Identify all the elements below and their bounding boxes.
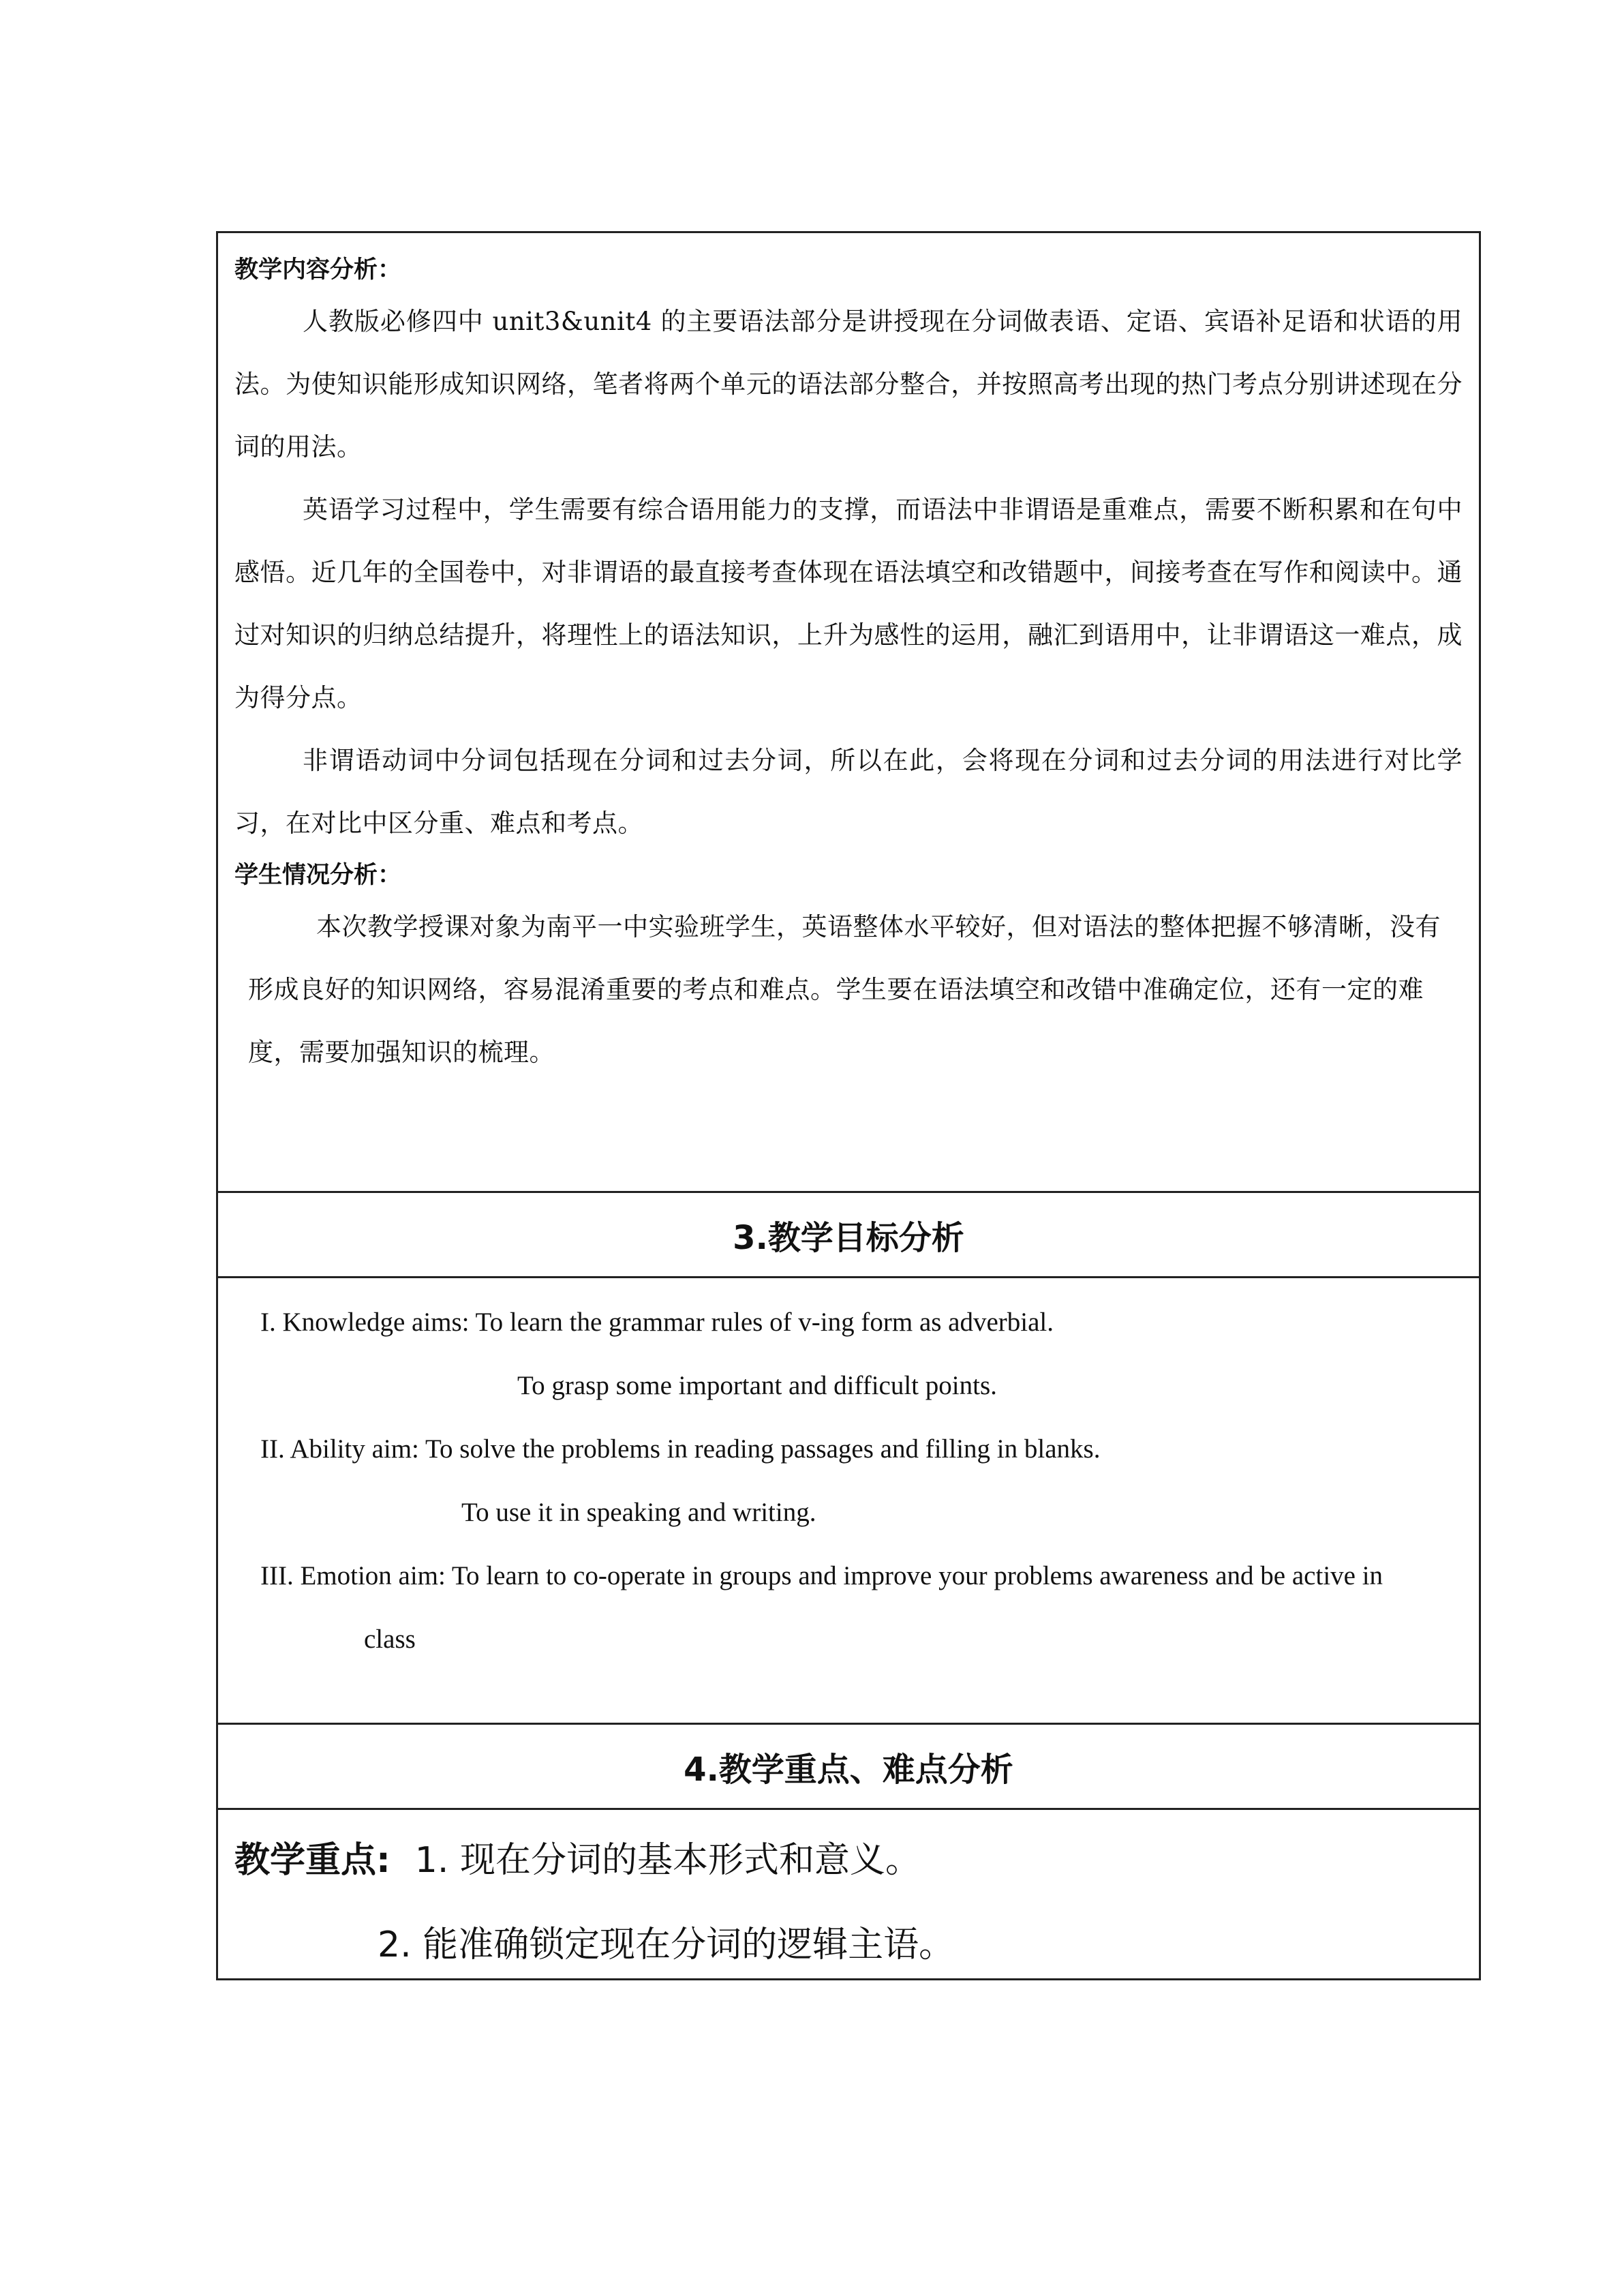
student-paragraph: 本次教学授课对象为南平一中实验班学生，英语整体水平较好，但对语法的整体把握不够清晰，没有形成良好的知识网络，容易混淆重要的考点和难点。学生要在语法填空和改错中准确定位，还有一定的难度，需要加强知识的梳理。 [248, 912, 1441, 1067]
content-paragraph-2: 英语学习过程中，学生需要有综合语用能力的支撑，而语法中非谓语是重难点，需要不断积累和在句中感悟。近几年的全国卷中，对非谓语的最直接考查体现在语法填空和改错题中，间接考查在写作和阅读中。通过对知识的归纳总结提升，将理性上的语法知识，上升为感性的运用，融汇到语用中，让非谓语这一难点，成为得分点。 [234, 495, 1463, 712]
aim-knowledge: I. Knowledge aims: To learn the grammar rules of v-ing form as adverbial. [260, 1308, 1054, 1337]
key-points-label: 教学重点: [234, 1840, 391, 1881]
key-point-1: 1. 现在分词的基本形式和意义。 [414, 1840, 921, 1881]
key-point-line-2 [234, 1903, 1463, 1987]
key-point-2: 2. 能准确锁定现在分词的逻辑主语。 [378, 1924, 955, 1965]
student-analysis-heading: 学生情况分析： [234, 862, 402, 889]
aim-emotion-continued: class [364, 1625, 416, 1654]
content-analysis-heading: 教学内容分析： [234, 256, 402, 284]
section4-title: 4.教学重点、难点分析 [684, 1750, 1013, 1789]
aim-knowledge-continued: To grasp some important and difficult points. [517, 1371, 997, 1400]
lesson-plan-table [216, 231, 1481, 1980]
aim-emotion: III. Emotion aim: To learn to co-operate in groups and improve your problems awareness and be active in [260, 1561, 1383, 1590]
aim-ability: II. Ability aim: To solve the problems in reading passages and filling in blanks. [260, 1434, 1101, 1464]
aim-ability-continued: To use it in speaking and writing. [461, 1498, 816, 1527]
aims-cell [218, 1276, 1479, 1723]
key-points-cell [218, 1808, 1479, 1978]
content-paragraph-1: 人教版必修四中 unit3&unit4 的主要语法部分是讲授现在分词做表语、定语、宾语补足语和状语的用法。为使知识能形成知识网络，笔者将两个单元的语法部分整合，并按照高考出现的热门考点分别讲述现在分词的用法。 [234, 307, 1463, 462]
section3-title-row [218, 1191, 1479, 1276]
section4-title-row [218, 1723, 1479, 1808]
section3-title: 3.教学目标分析 [733, 1218, 964, 1257]
content-paragraph-3: 非谓语动词中分词包括现在分词和过去分词，所以在此，会将现在分词和过去分词的用法进行对比学习，在对比中区分重、难点和考点。 [234, 746, 1463, 838]
key-point-line-1 [234, 1818, 1463, 1903]
analysis-cell [218, 233, 1479, 1191]
